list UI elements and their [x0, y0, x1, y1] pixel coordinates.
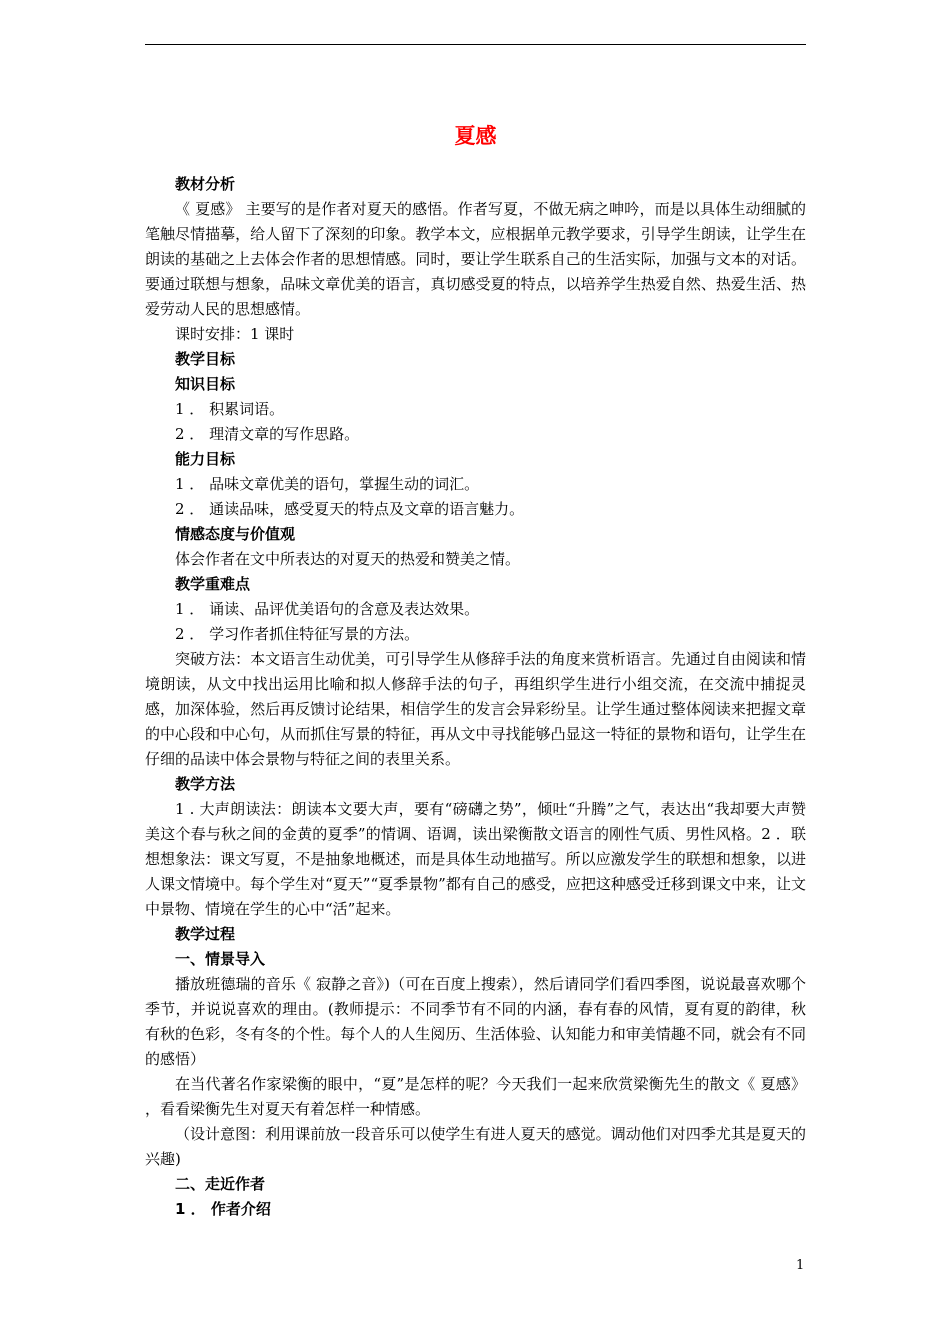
- heading-knowledge-goals: 知识目标: [175, 375, 236, 393]
- paragraph-intro-2: 在当代著名作家梁衡的眼中，“夏”是怎样的呢？今天我们一起来欣赏梁衡先生的散文《 夏感》 ，看看梁衡先生对夏天有着怎样一种情感。: [145, 1075, 806, 1118]
- class-schedule: 课时安排：1 课时: [175, 325, 295, 343]
- heading-teaching-process: 教学过程: [175, 925, 236, 943]
- ability-item: 2 ． 通读品味，感受夏天的特点及文章的语言魅力。: [175, 500, 525, 518]
- knowledge-item: 1 ． 积累词语。: [175, 400, 285, 418]
- heading-scene-intro: 一、情景导入: [175, 950, 266, 968]
- heading-material-analysis: 教材分析: [175, 175, 236, 193]
- heading-teaching-goals: 教学目标: [175, 350, 236, 368]
- heading-teaching-methods: 教学方法: [175, 775, 236, 793]
- heading-author-intro: 1 ． 作者介绍: [175, 1200, 271, 1218]
- heading-approach-author: 二、走近作者: [175, 1175, 266, 1193]
- page-title: 夏感: [454, 124, 497, 148]
- paragraph-methods: 1 . 大声朗读法：朗读本文要大声，要有“磅礴之势”，倾吐“升腾”之气，表达出“我却要大声赞美这个春与秋之间的金黄的夏季”的情调、语调，读出梁衡散文语言的刚性气质、男性风格。2 ．联想想象法：课文写夏，不是抽象地概述，而是具体生动地描写。所以应激发学生的联想和想象，以进人课文情境中。每个学生对“夏天”“夏季景物”都有自己的感受，应把这种感受迁移到课文中来，让文中景物、情境在学生的心中“活”起来。: [145, 800, 806, 918]
- knowledge-item: 2 ． 理清文章的写作思路。: [175, 425, 360, 443]
- key-point-item: 2 ． 学习作者抓住特征写景的方法。: [175, 625, 420, 643]
- paragraph-material-analysis: 《 夏感》 主要写的是作者对夏天的感悟。作者写夏，不做无病之呻吟，而是以具体生动细腻的笔触尽情描摹，给人留下了深刻的印象。教学本文，应根据单元教学要求，引导学生朗读，让学生在朗读的基础之上去体会作者的思想情感。同时，要让学生联系自己的生活实际，加强与文本的对话。要通过联想与想象，品味文章优美的语言，真切感受夏的特点，以培养学生热爱自然、热爱生活、热爱劳动人民的思想感情。: [145, 200, 806, 318]
- key-point-item: 1 ． 诵读、品评优美语句的含意及表达效果。: [175, 600, 480, 618]
- document-body: [145, 118, 806, 1222]
- ability-item: 1 ． 品味文章优美的语句，掌握生动的词汇。: [175, 475, 480, 493]
- heading-emotion-values: 情感态度与价值观: [175, 525, 296, 543]
- heading-key-points: 教学重难点: [175, 575, 251, 593]
- paragraph-intro-3: （设计意图：利用课前放一段音乐可以使学生有进人夏天的感觉。调动他们对四季尤其是夏天的兴趣): [145, 1125, 806, 1168]
- header-rule: [145, 44, 806, 45]
- paragraph-emotion: 体会作者在文中所表达的对夏天的热爱和赞美之情。: [175, 550, 521, 568]
- paragraph-intro-1: 播放班德瑞的音乐《 寂静之音》)（可在百度上搜索），然后请同学们看四季图，说说最喜欢哪个季节，并说说喜欢的理由。(教师提示：不同季节有不同的内涵，春有春的风情，夏有夏的韵律，秋有秋的色彩，冬有冬的个性。每个人的人生阅历、生活体验、认知能力和审美情趣不同，就会有不同的感悟）: [145, 975, 806, 1068]
- page-number: 1: [796, 1258, 805, 1273]
- heading-ability-goals: 能力目标: [175, 450, 236, 468]
- paragraph-breakthrough: 突破方法：本文语言生动优美，可引导学生从修辞手法的角度来赏析语言。先通过自由阅读和情境朗读，从文中找出运用比喻和拟人修辞手法的句子，再组织学生进行小组交流，在交流中捕捉灵感，加深体验，然后再反馈讨论结果，相信学生的发言会异彩纷呈。让学生通过整体阅读来把握文章的中心段和中心句，从而抓住写景的特征，再从文中寻找能够凸显这一特征的景物和语句，让学生在仔细的品读中体会景物与特征之间的表里关系。: [145, 650, 806, 768]
